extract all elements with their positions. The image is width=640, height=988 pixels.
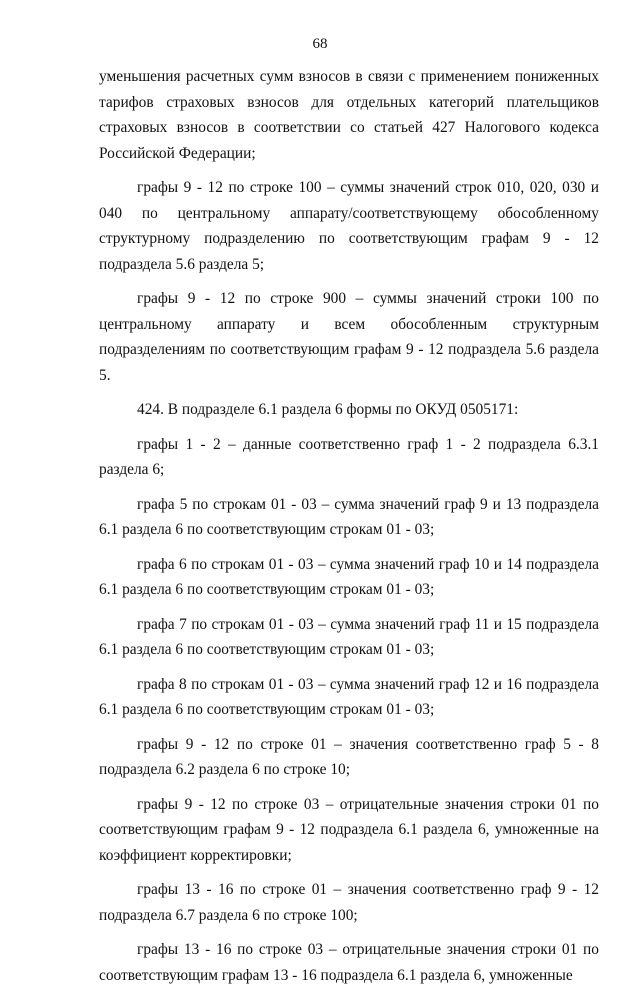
paragraph: графа 8 по строкам 01 - 03 – сумма значений граф 12 и 16 подраздела 6.1 раздела 6 по соответствующим строкам 01 - 03;	[99, 675, 599, 718]
paragraph: уменьшения расчетных сумм взносов в связи с применением пониженных тарифов страховых взносов для отдельных категорий плательщиков страховых взносов в соответствии со статьей 427 Налогового кодекса Российской Федерации;	[99, 68, 599, 162]
paragraph: графы 9 - 12 по строке 900 – суммы значений строки 100 по центральному аппарату и всем обособленным структурным подразделениям по соответствующим графам 9 - 12 подраздела 5.6 раздела 5.	[99, 290, 599, 384]
paragraph: графы 9 - 12 по строке 01 – значения соответственно граф 5 - 8 подраздела 6.2 раздела 6 по строке 10;	[99, 735, 599, 778]
paragraph: графы 13 - 16 по строке 03 – отрицательные значения строки 01 по соответствующим графам 13 - 16 подраздела 6.1 раздела 6, умноженные	[99, 941, 599, 984]
section-heading-paragraph: 424. В подразделе 6.1 раздела 6 формы по ОКУД 0505171:	[137, 401, 519, 418]
paragraph: графы 13 - 16 по строке 01 – значения соответственно граф 9 - 12 подраздела 6.7 раздела 6 по строке 100;	[99, 881, 599, 924]
paragraph: графа 6 по строкам 01 - 03 – сумма значений граф 10 и 14 подраздела 6.1 раздела 6 по соответствующим строкам 01 - 03;	[99, 555, 599, 598]
document-body	[99, 64, 599, 988]
paragraph: графы 1 - 2 – данные соответственно граф 1 - 2 подраздела 6.3.1 раздела 6;	[99, 435, 599, 478]
page-number: 68	[312, 36, 328, 52]
paragraph: графы 9 - 12 по строке 100 – суммы значений строк 010, 020, 030 и 040 по центральному аппарату/соответствующему обособленному структурному подразделению по соответствующим графам 9 - 12 подраздела 5.6 раздела 5;	[99, 179, 599, 273]
paragraph: графа 5 по строкам 01 - 03 – сумма значений граф 9 и 13 подраздела 6.1 раздела 6 по соответствующим строкам 01 - 03;	[99, 495, 599, 538]
paragraph: графы 9 - 12 по строке 03 – отрицательные значения строки 01 по соответствующим графам 9 - 12 подраздела 6.1 раздела 6, умноженные на коэффициент корректировки;	[99, 795, 599, 864]
paragraph: графа 7 по строкам 01 - 03 – сумма значений граф 11 и 15 подраздела 6.1 раздела 6 по соответствующим строкам 01 - 03;	[99, 615, 599, 658]
